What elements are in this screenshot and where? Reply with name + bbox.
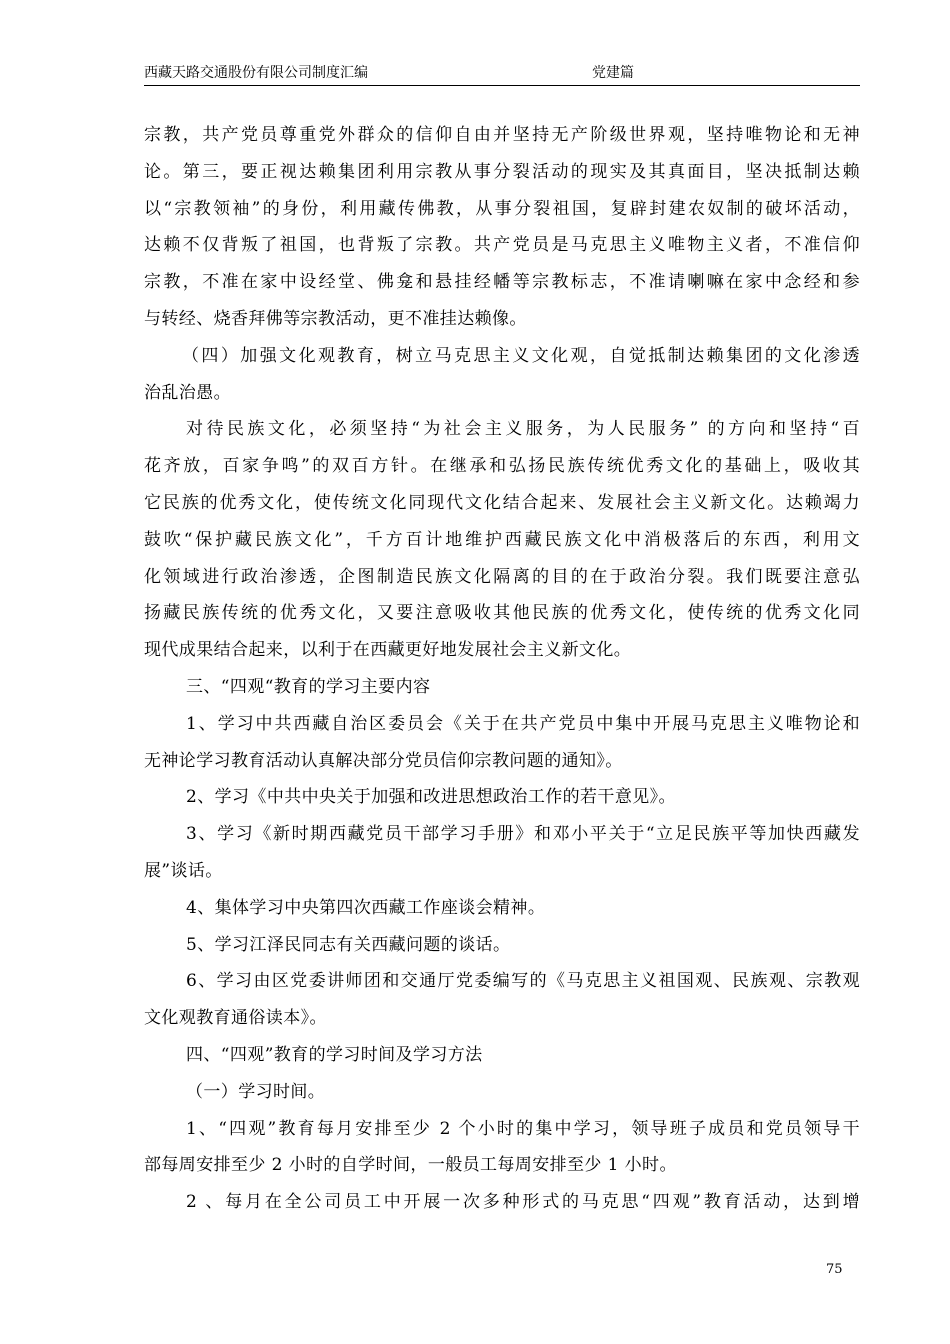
text-line: 以“宗教领袖”的身份，利用藏传佛教，从事分裂祖国，复辟封建农奴制的破坏活动， [144, 198, 860, 219]
section-heading: 四、“四观”教育的学习时间及学习方法 [186, 1044, 483, 1065]
text-line: 鼓吹“保护藏民族文化”，千方百计地维护西藏民族文化中消极落后的东西，利用文 [144, 529, 860, 550]
text-line: 宗教，不准在家中设经堂、佛龛和悬挂经幡等宗教标志，不准请喇嘛在家中念经和参 [144, 272, 860, 293]
text-line: 达赖不仅背叛了祖国，也背叛了宗教。共产党员是马克思主义唯物主义者，不准信仰 [144, 235, 860, 256]
text-line: 现代成果结合起来，以利于在西藏更好地发展社会主义新文化。 [144, 640, 632, 661]
text-line: 论。第三，要正视达赖集团利用宗教从事分裂活动的现实及其真面目，坚决抵制达赖 [144, 161, 860, 182]
text-line: 部每周安排至少 2 小时的自学时间，一般员工每周安排至少 1 小时。 [144, 1155, 677, 1176]
list-item: 6、学习由区党委讲师团和交通厅党委编写的《马克思主义祖国观、民族观、宗教观 [186, 971, 860, 992]
list-item: 4、集体学习中央第四次西藏工作座谈会精神。 [186, 897, 546, 918]
text-line: 宗教，共产党员尊重党外群众的信仰自由并坚持无产阶级世界观，坚持唯物论和无神 [144, 125, 860, 145]
text-line: 展”谈话。 [144, 860, 223, 881]
text-line: 它民族的优秀文化，使传统文化同现代文化结合起来、发展社会主义新文化。达赖竭力 [144, 492, 860, 513]
section-heading: （四）加强文化观教育，树立马克思主义文化观，自觉抵制达赖集团的文化渗透 [182, 345, 860, 366]
text-line: 扬藏民族传统的优秀文化，又要注意吸收其他民族的优秀文化，使传统的优秀文化同 [144, 603, 860, 624]
text-line: 治乱治愚。 [144, 382, 231, 403]
text-line: 与转经、烧香拜佛等宗教活动，更不准挂达赖像。 [144, 308, 527, 329]
text-line: 化领域进行政治渗透，企图制造民族文化隔离的目的在于政治分裂。我们既要注意弘 [144, 566, 860, 587]
list-item: 3、学习《新时期西藏党员干部学习手册》和邓小平关于“立足民族平等加快西藏发 [186, 824, 860, 845]
page-header [144, 63, 860, 86]
document-body [144, 117, 860, 1221]
list-item: 1、“四观”教育每月安排至少 2 个小时的集中学习，领导班子成员和党员领导干 [186, 1118, 860, 1139]
text-line: 无神论学习教育活动认真解决部分党员信仰宗教问题的通知》。 [144, 750, 623, 771]
list-item: 2、学习《中共中央关于加强和改进思想政治工作的若干意见》。 [186, 787, 676, 808]
list-item: 1、学习中共西藏自治区委员会《关于在共产党员中集中开展马克思主义唯物论和 [186, 713, 860, 734]
page-number: 75 [826, 1262, 843, 1277]
text-line: 花齐放，百家争鸣”的双百方针。在继承和弘扬民族传统优秀文化的基础上，吸收其 [144, 456, 860, 477]
text-line: 文化观教育通俗读本》。 [144, 1008, 327, 1029]
list-item: 2 、每月在全公司员工中开展一次多种形式的马克思“四观”教育活动，达到增 [186, 1192, 860, 1213]
section-heading: 三、“四观“教育的学习主要内容 [186, 676, 431, 697]
list-item: 5、学习江泽民同志有关西藏问题的谈话。 [186, 934, 511, 955]
header-company-title: 西藏天路交通股份有限公司制度汇编 [144, 65, 368, 81]
text-line: 对待民族文化，必须坚持“为社会主义服务，为人民服务” 的方向和坚持“百 [186, 419, 860, 440]
header-section-title: 党建篇 [592, 65, 634, 81]
subsection-heading: （一）学习时间。 [186, 1081, 326, 1102]
